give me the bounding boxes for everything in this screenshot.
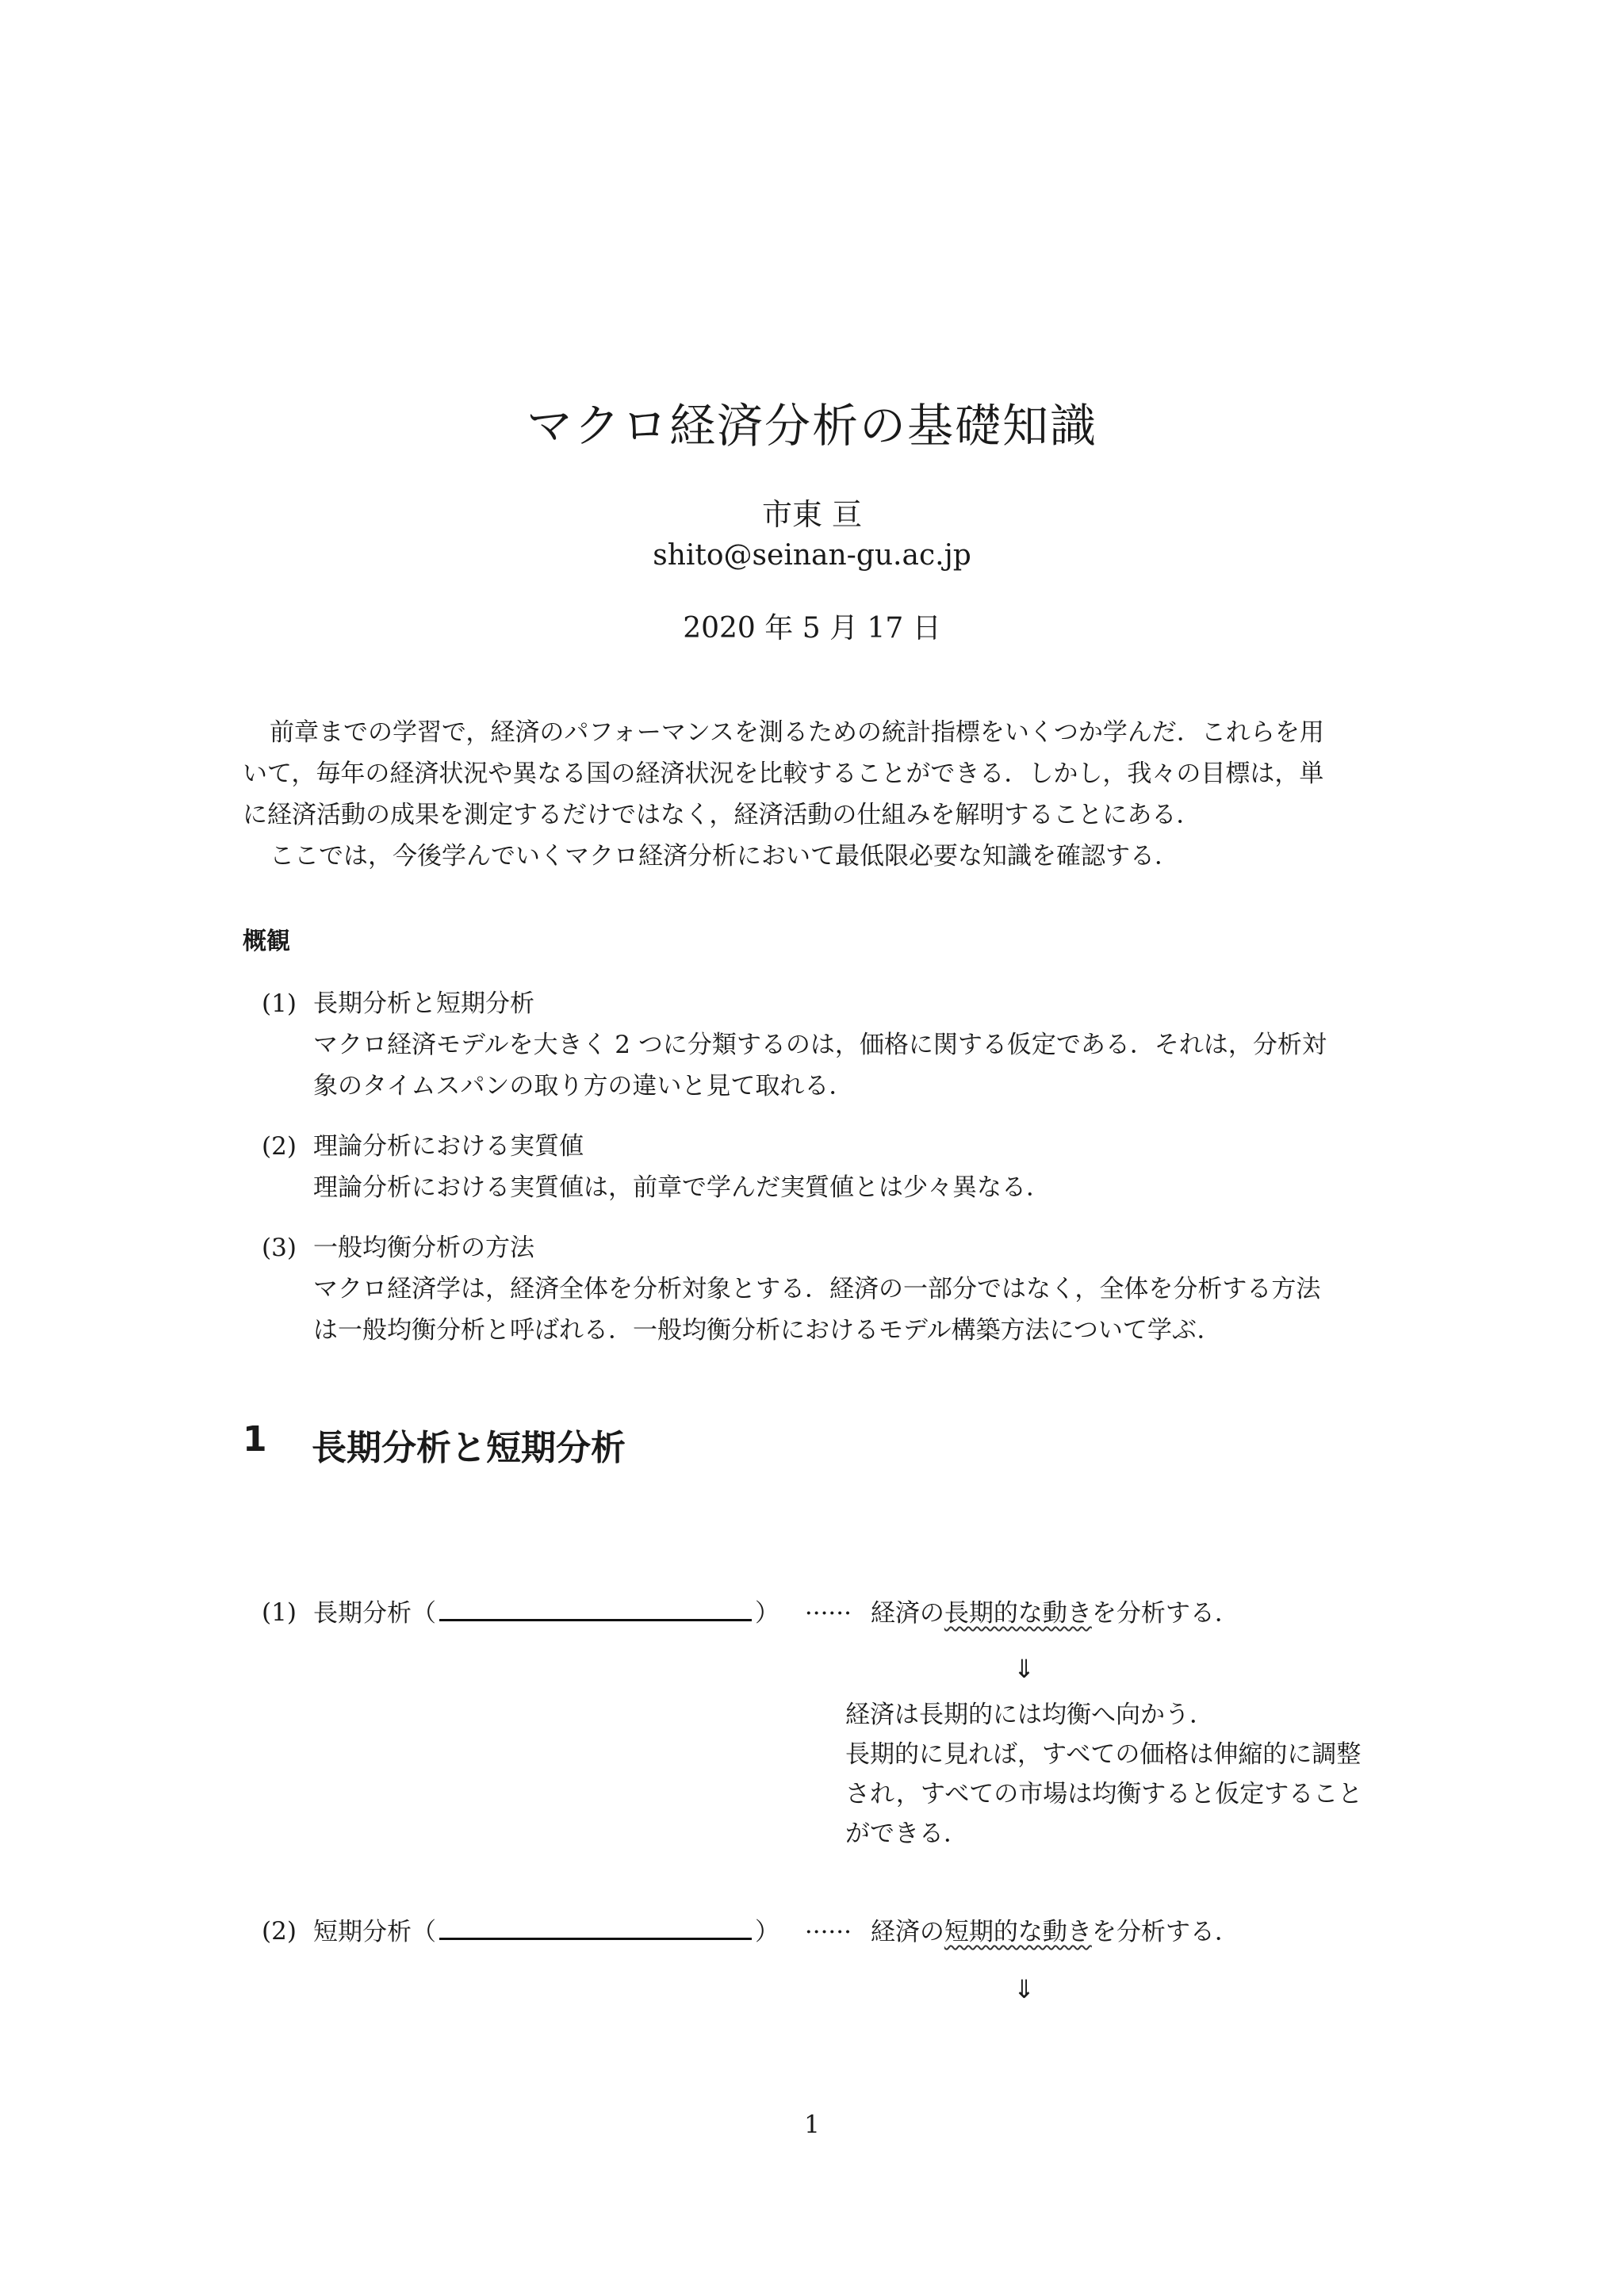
note-line: ができる． [845, 1820, 968, 1848]
description-prefix: 経済の [870, 1918, 944, 1946]
section-item-row [313, 1914, 1239, 1950]
down-double-arrow-icon: ⇓ [1013, 1974, 1035, 2004]
note-line: 長期的に見れば，すべての価格は伸縮的に調整 [845, 1740, 1362, 1769]
note-line: 経済は長期的には均衡へ向かう． [845, 1701, 1214, 1729]
overview-item-line: 象のタイムスパンの取り方の違いと見て取れる． [313, 1072, 854, 1100]
down-double-arrow-icon: ⇓ [1013, 1654, 1035, 1684]
note-line: され，すべての市場は均衡すると仮定すること [845, 1780, 1363, 1808]
section-item-number: (2) [262, 1917, 297, 1946]
page-number: 1 [804, 2110, 820, 2139]
overview-item-number: (3) [262, 1234, 297, 1262]
emphasized-term: 短期的な動き [944, 1918, 1092, 1946]
section-item-row [313, 1595, 1239, 1631]
overview-item-title: 一般均衡分析の方法 [313, 1234, 534, 1262]
abstract-line: に経済活動の成果を測定するだけではなく，経済活動の仕組みを解明することにある． [243, 801, 1201, 829]
section-item-number: (1) [262, 1598, 297, 1627]
emphasized-term: 長期的な動き [944, 1599, 1092, 1628]
leader-dots: ······ [804, 1599, 852, 1628]
fill-in-blank [439, 1595, 752, 1621]
abstract-line: ここでは，今後学んでいくマクロ経済分析において最低限必要な知識を確認する． [270, 842, 1179, 871]
leader-dots: ······ [804, 1918, 852, 1946]
overview-item-line: マクロ経済学は，経済全体を分析対象とする．経済の一部分ではなく，全体を分析する方法 [313, 1275, 1321, 1303]
overview-item-number: (2) [262, 1132, 297, 1161]
document-date: 2020 年 5 月 17 日 [683, 612, 941, 645]
section-title: 長期分析と短期分析 [312, 1428, 626, 1468]
description-suffix: を分析する． [1091, 1918, 1239, 1946]
overview-item-number: (1) [262, 989, 297, 1018]
overview-item-line: 理論分析における実質値は，前章で学んだ実質値とは少々異なる． [313, 1173, 1051, 1202]
description-suffix: を分析する． [1091, 1599, 1239, 1628]
closing-paren: ） [755, 1599, 779, 1628]
fill-in-blank [439, 1914, 752, 1940]
abstract-line: いて，毎年の経済状況や異なる国の経済状況を比較することができる．しかし，我々の目標は，単 [243, 760, 1324, 788]
overview-item-title: 長期分析と短期分析 [313, 989, 534, 1018]
overview-item-line: は一般均衡分析と呼ばれる．一般均衡分析におけるモデル構築方法について学ぶ． [313, 1316, 1222, 1345]
overview-item-line: マクロ経済モデルを大きく 2 つに分類するのは，価格に関する仮定である．それは，分析対 [313, 1031, 1327, 1059]
overview-item-title: 理論分析における実質値 [313, 1132, 584, 1161]
page-title: マクロ経済分析の基礎知識 [526, 399, 1097, 453]
description-prefix: 経済の [870, 1599, 944, 1628]
section-item-label: 長期分析（ [313, 1599, 436, 1628]
overview-heading: 概観 [243, 928, 290, 955]
abstract-line: 前章までの学習で，経済のパフォーマンスを測るための統計指標をいくつか学んだ．これらを用 [270, 718, 1324, 747]
author-email: shito@seinan-gu.ac.jp [653, 539, 971, 572]
author-name: 市東 亘 [761, 497, 863, 532]
section-number: 1 [243, 1419, 267, 1460]
closing-paren: ） [755, 1918, 779, 1946]
section-item-label: 短期分析（ [313, 1918, 436, 1946]
